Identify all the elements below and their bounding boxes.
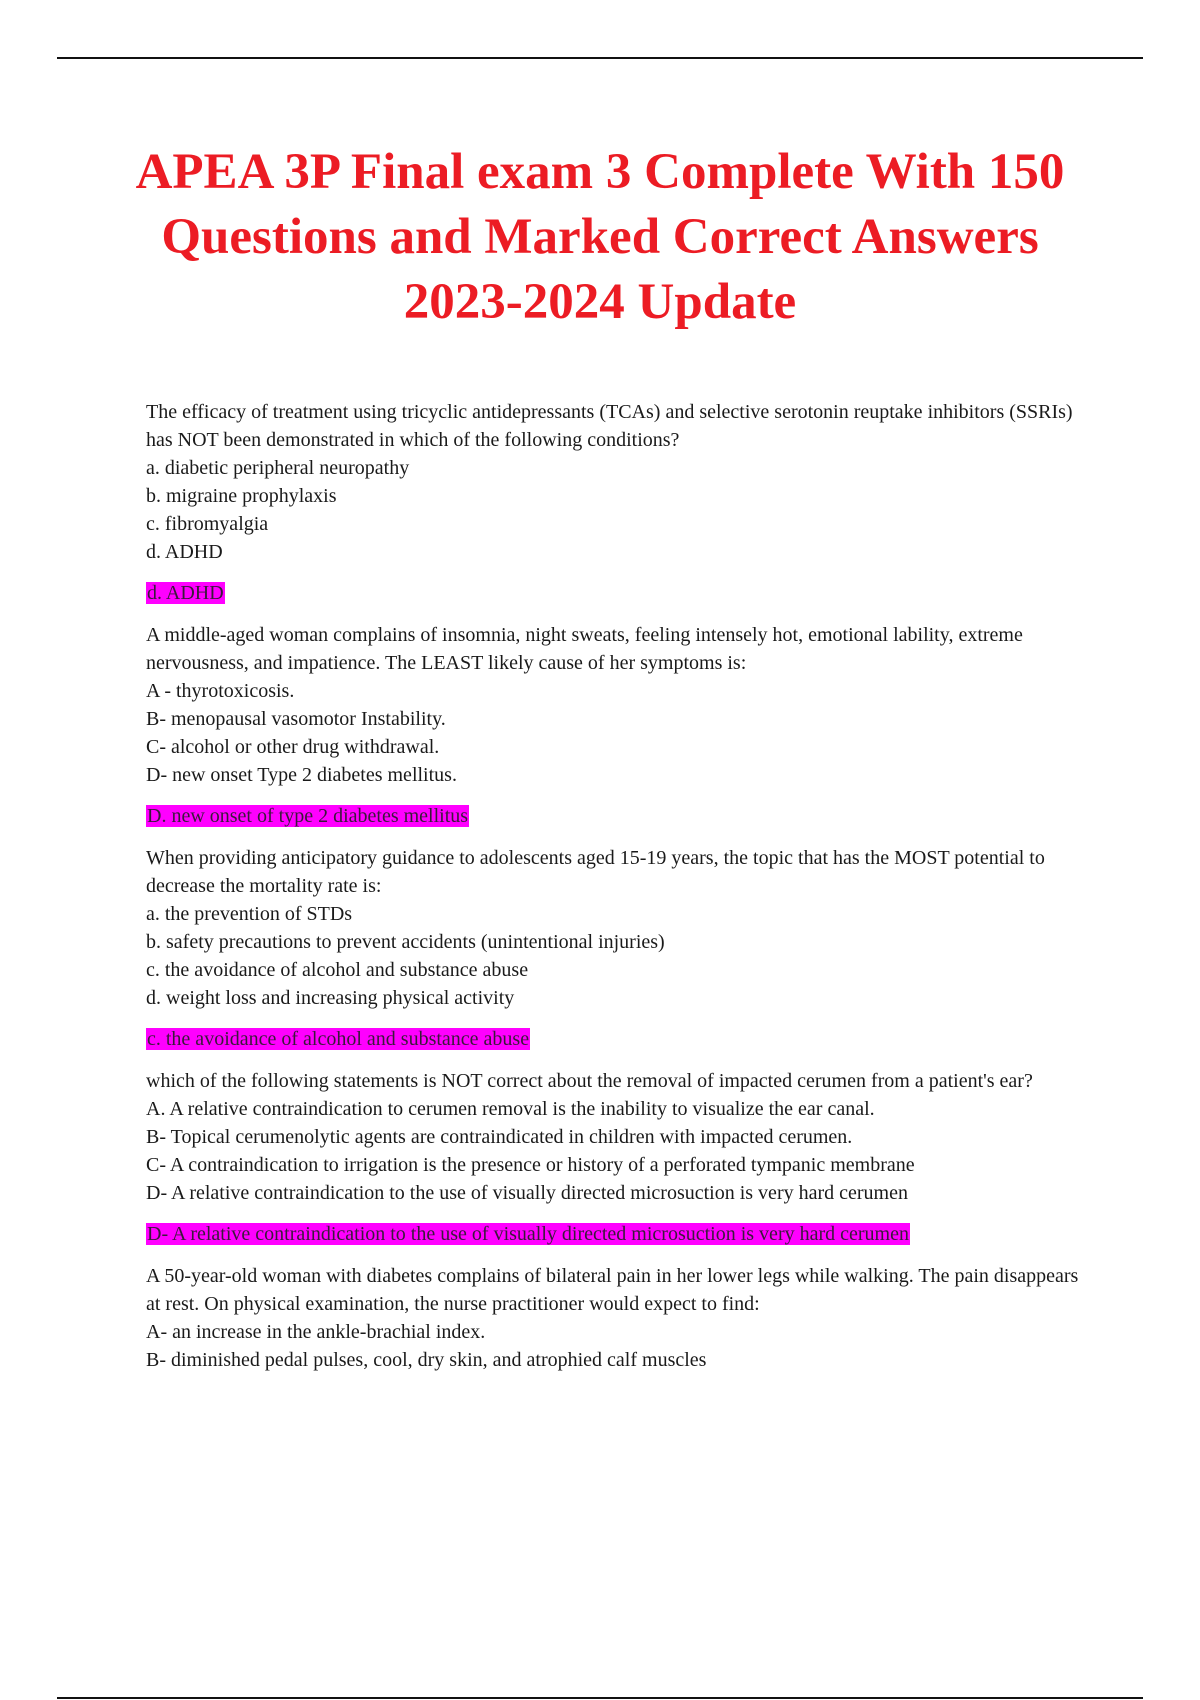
question-option: b. safety precautions to prevent accidents (unintentional injuries) bbox=[146, 931, 665, 953]
question-block bbox=[146, 844, 1096, 1012]
question-option: D- A relative contraindication to the use of visually directed microsuction is very hard cerumen bbox=[146, 1182, 908, 1204]
answer-line bbox=[146, 579, 1096, 607]
question-block bbox=[146, 621, 1096, 789]
question-option: d. ADHD bbox=[146, 541, 223, 563]
question-block bbox=[146, 1067, 1096, 1207]
question-text: A 50-year-old woman with diabetes complains of bilateral pain in her lower legs while walking. The pain disappears at rest. On physical examination, the nurse practitioner would expect to find: bbox=[146, 1265, 1079, 1315]
question-option: B- Topical cerumenolytic agents are contraindicated in children with impacted cerumen. bbox=[146, 1126, 853, 1148]
question-text: which of the following statements is NOT correct about the removal of impacted cerumen from a patient's ear? bbox=[146, 1070, 1033, 1092]
question-option: A. A relative contraindication to cerumen removal is the inability to visualize the ear canal. bbox=[146, 1098, 875, 1120]
question-option: c. the avoidance of alcohol and substance abuse bbox=[146, 959, 529, 981]
question-option: C- alcohol or other drug withdrawal. bbox=[146, 736, 440, 758]
question-text: The efficacy of treatment using tricyclic antidepressants (TCAs) and selective serotonin reuptake inhibitors (SSRIs) has NOT been demonstrated in which of the following conditions? bbox=[146, 401, 1073, 451]
question-block bbox=[146, 1262, 1096, 1374]
question-option: c. fibromyalgia bbox=[146, 513, 269, 535]
question-option: A- an increase in the ankle-brachial index. bbox=[146, 1321, 486, 1343]
question-option: D- new onset Type 2 diabetes mellitus. bbox=[146, 764, 457, 786]
question-option: a. the prevention of STDs bbox=[146, 903, 353, 925]
question-option: B- diminished pedal pulses, cool, dry skin, and atrophied calf muscles bbox=[146, 1349, 707, 1371]
question-option: A - thyrotoxicosis. bbox=[146, 680, 295, 702]
question-block bbox=[146, 398, 1096, 566]
question-list bbox=[146, 398, 1096, 1374]
question-text: A middle-aged woman complains of insomnia, night sweats, feeling intensely hot, emotional lability, extreme nervousness, and impatience. The LEAST likely cause of her symptoms is: bbox=[146, 624, 1023, 674]
highlighted-answer: d. ADHD bbox=[147, 582, 224, 604]
document-title: APEA 3P Final exam 3 Complete With 150 Questions and Marked Correct Answers 2023-2024 Update bbox=[135, 144, 1065, 330]
highlighted-answer: D- A relative contraindication to the use of visually directed microsuction is very hard cerumen bbox=[147, 1223, 909, 1245]
answer-line bbox=[146, 1025, 1096, 1053]
question-text: When providing anticipatory guidance to adolescents aged 15-19 years, the topic that has the MOST potential to decrease the mortality rate is: bbox=[146, 847, 1045, 897]
answer-line bbox=[146, 1220, 1096, 1248]
question-option: C- A contraindication to irrigation is the presence or history of a perforated tympanic membrane bbox=[146, 1154, 915, 1176]
question-option: B- menopausal vasomotor Instability. bbox=[146, 708, 446, 730]
highlighted-answer: c. the avoidance of alcohol and substance abuse bbox=[147, 1028, 530, 1050]
footer-rule bbox=[57, 1697, 1143, 1699]
header-rule bbox=[57, 57, 1143, 59]
question-option: d. weight loss and increasing physical activity bbox=[146, 987, 515, 1009]
highlighted-answer: D. new onset of type 2 diabetes mellitus bbox=[147, 805, 469, 827]
answer-line bbox=[146, 802, 1096, 830]
question-option: a. diabetic peripheral neuropathy bbox=[146, 457, 410, 479]
question-option: b. migraine prophylaxis bbox=[146, 485, 337, 507]
